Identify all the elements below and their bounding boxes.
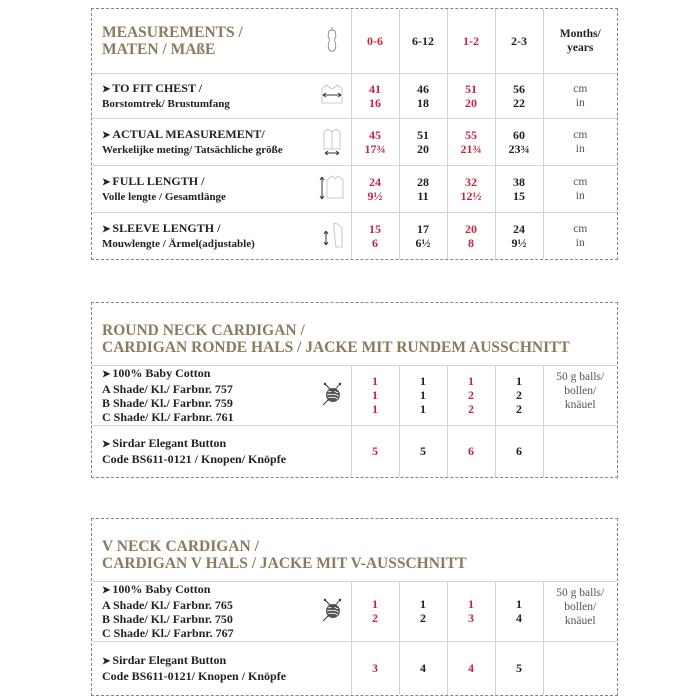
button-row [92, 425, 617, 477]
v-neck-title-line1: V NECK CARDIGAN / [102, 537, 259, 555]
unit-cell: cm in [543, 213, 617, 259]
row-label: TO FIT CHEST / [112, 80, 203, 95]
v-neck-title [92, 519, 617, 581]
measurement-row [92, 166, 617, 213]
value-cell: 32 12½ [447, 166, 495, 213]
arrow-icon: ➤ [102, 439, 111, 451]
value-cell: 45 17¾ [351, 119, 399, 166]
yarn-unit: 50 g balls/ bollen/ knäuel [543, 365, 617, 425]
empty-cell [543, 641, 617, 695]
yarn-label [92, 581, 314, 641]
measurements-title-line2: MATEN / MAßE [102, 40, 216, 58]
measurement-label [92, 119, 314, 166]
qty-cell: 6 [495, 425, 543, 477]
measurement-label [92, 213, 314, 259]
qty-cell: 1 2 2 [447, 365, 495, 425]
button-label [92, 641, 351, 695]
value-cell: 56 22 [495, 73, 543, 119]
unit-cell: cm in [543, 119, 617, 166]
yarn-ball-icon [314, 581, 351, 641]
qty-cell: 5 [399, 425, 447, 477]
empty-cell [543, 425, 617, 477]
yarn-row [92, 365, 617, 425]
qty-cell: 1 1 1 [351, 365, 399, 425]
qty-cell: 1 1 1 [399, 365, 447, 425]
qty-cell: 3 [351, 641, 399, 695]
round-neck-title-line2: CARDIGAN RONDE HALS / JACKE MIT RUNDEM AUSSCHNITT [102, 338, 570, 356]
row-sublabel: Werkelijke meting/ Tatsächliche größe [102, 144, 283, 157]
row-label: FULL LENGTH / [112, 174, 205, 189]
size-header: 1-2 [447, 9, 495, 73]
row-label: ACTUAL MEASUREMENT/ [112, 127, 265, 142]
qty-cell: 4 [447, 641, 495, 695]
value-cell: 51 20 [399, 119, 447, 166]
round-neck-title-line1: ROUND NECK CARDIGAN / [102, 321, 305, 339]
unit-header-line2: years [567, 41, 594, 54]
value-cell: 41 16 [351, 73, 399, 119]
yarn-label [92, 365, 314, 425]
value-cell: 24 9½ [351, 166, 399, 213]
button-row [92, 641, 617, 695]
qty-cell: 1 2 2 [495, 365, 543, 425]
yarn-ball-icon [314, 365, 351, 425]
measurement-label [92, 166, 314, 213]
round-neck-table [92, 303, 617, 477]
value-cell: 55 21¾ [447, 119, 495, 166]
v-neck-title-line2: CARDIGAN V HALS / JACKE MIT V-AUSSCHNITT [102, 554, 467, 572]
measurement-row [92, 213, 617, 259]
dress-form-icon [314, 9, 351, 73]
shade-a: A Shade/ Kl./ Farbnr. 765 [102, 598, 233, 612]
button-name: Sirdar Elegant Button [112, 436, 227, 451]
value-cell: 60 23¾ [495, 119, 543, 166]
measurements-panel [91, 8, 618, 260]
arrow-icon: ➤ [102, 369, 111, 380]
value-cell: 15 6 [351, 213, 399, 259]
button-code: Code BS611-0121 / Knopen/ Knöpfe [102, 452, 287, 467]
size-header: 6-12 [399, 9, 447, 73]
value-cell: 28 11 [399, 166, 447, 213]
shade-c: C Shade/ Kl./ Farbnr. 761 [102, 410, 234, 424]
qty-cell: 5 [351, 425, 399, 477]
qty-cell: 1 2 [351, 581, 399, 641]
v-neck-panel [91, 518, 618, 696]
qty-cell: 6 [447, 425, 495, 477]
measurement-label [92, 73, 314, 119]
row-sublabel: Mouwlengte / Ärmel(adjustable) [102, 238, 255, 251]
row-label: SLEEVE LENGTH / [112, 221, 221, 236]
arrow-icon: ➤ [102, 177, 111, 189]
shade-c: C Shade/ Kl./ Farbnr. 767 [102, 626, 234, 640]
button-code: Code BS611-0121/ Knopen / Knöpfe [102, 669, 287, 684]
row-sublabel: Borstomtrek/ Brustumfang [102, 97, 230, 110]
yarn-unit: 50 g balls/ bollen/ knäuel [543, 581, 617, 641]
v-neck-table [92, 519, 617, 695]
qty-cell: 5 [495, 641, 543, 695]
measurements-title [92, 9, 314, 73]
size-header: 2-3 [495, 9, 543, 73]
shade-a: A Shade/ Kl./ Farbnr. 757 [102, 382, 233, 396]
yarn-name: 100% Baby Cotton [112, 366, 211, 380]
shade-b: B Shade/ Kl./ Farbnr. 750 [102, 612, 233, 626]
qty-cell: 1 4 [495, 581, 543, 641]
arrow-icon: ➤ [102, 224, 111, 236]
yarn-row [92, 581, 617, 641]
yarn-name: 100% Baby Cotton [112, 582, 211, 596]
chest-width-icon [314, 73, 351, 119]
measurement-row [92, 119, 617, 166]
measurements-header-row [92, 9, 617, 73]
qty-cell: 4 [399, 641, 447, 695]
row-sublabel: Volle lengte / Gesamtlänge [102, 191, 226, 204]
measurements-title-line1: MEASUREMENTS / [102, 23, 243, 41]
value-cell: 46 18 [399, 73, 447, 119]
value-cell: 51 20 [447, 73, 495, 119]
value-cell: 38 15 [495, 166, 543, 213]
value-cell: 17 6½ [399, 213, 447, 259]
unit-header-line1: Months/ [559, 27, 601, 40]
arrow-icon: ➤ [102, 130, 111, 142]
measurements-table [92, 9, 617, 259]
round-neck-panel [91, 302, 618, 478]
garment-width-icon [314, 119, 351, 166]
round-neck-title [92, 303, 617, 365]
garment-length-icon [314, 166, 351, 213]
value-cell: 20 8 [447, 213, 495, 259]
size-header: 0-6 [351, 9, 399, 73]
qty-cell: 1 2 [399, 581, 447, 641]
value-cell: 24 9½ [495, 213, 543, 259]
sleeve-length-icon [314, 213, 351, 259]
arrow-icon: ➤ [102, 83, 111, 95]
shade-b: B Shade/ Kl./ Farbnr. 759 [102, 396, 233, 410]
unit-cell: cm in [543, 73, 617, 119]
arrow-icon: ➤ [102, 585, 111, 596]
button-name: Sirdar Elegant Button [112, 653, 227, 668]
measurement-row [92, 73, 617, 119]
button-label [92, 425, 351, 477]
qty-cell: 1 3 [447, 581, 495, 641]
unit-header [543, 9, 617, 73]
arrow-icon: ➤ [102, 656, 111, 668]
unit-cell: cm in [543, 166, 617, 213]
